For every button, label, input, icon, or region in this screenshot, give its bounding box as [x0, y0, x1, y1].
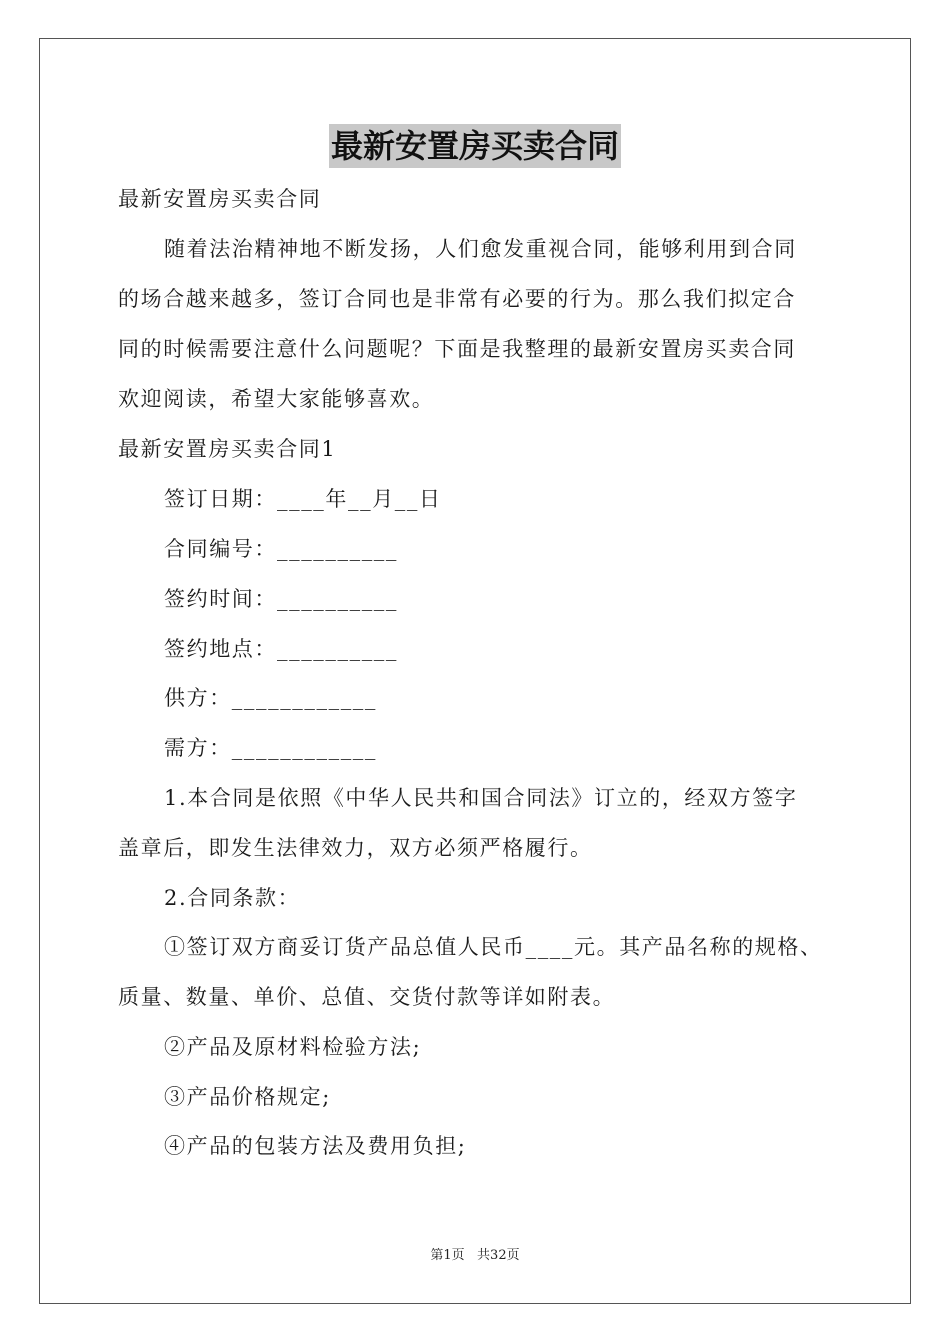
clause-line: ③产品价格规定;	[164, 1085, 331, 1109]
page-number: 第1页 共32页	[430, 1248, 520, 1263]
sign-place-line: 签约地点：__________	[164, 637, 398, 661]
clause-line: 盖章后，即发生法律效力，双方必须严格履行。	[118, 836, 593, 860]
subtitle-line: 最新安置房买卖合同	[118, 187, 322, 211]
buyer-line: 需方：____________	[164, 736, 377, 760]
page-footer	[0, 1247, 950, 1265]
section-heading: 最新安置房买卖合同1	[118, 437, 337, 461]
sign-time-line: 签约时间：__________	[164, 587, 398, 611]
clause-line: 1.本合同是依照《中华人民共和国合同法》订立的，经双方签字	[164, 786, 798, 810]
title-wrap	[0, 124, 950, 168]
contract-number-line: 合同编号：__________	[164, 537, 398, 561]
paragraph-line: 同的时候需要注意什么问题呢？下面是我整理的最新安置房买卖合同	[118, 337, 796, 361]
clause-line: 2.合同条款：	[164, 886, 301, 910]
clause-line: ①签订双方商妥订货产品总值人民币____元。其产品名称的规格、	[164, 935, 823, 959]
paragraph-line: 的场合越来越多，签订合同也是非常有必要的行为。那么我们拟定合	[118, 287, 796, 311]
supplier-line: 供方：____________	[164, 686, 377, 710]
paragraph-line: 欢迎阅读，希望大家能够喜欢。	[118, 387, 435, 411]
clause-line: ②产品及原材料检验方法;	[164, 1035, 422, 1059]
page-border	[39, 38, 911, 1304]
document-title: 最新安置房买卖合同	[329, 124, 621, 168]
paragraph-line: 随着法治精神地不断发扬，人们愈发重视合同，能够利用到合同	[164, 237, 797, 261]
sign-date-line: 签订日期：____年__月__日	[164, 487, 442, 511]
clause-line: ④产品的包装方法及费用负担;	[164, 1134, 467, 1158]
clause-line: 质量、数量、单价、总值、交货付款等详如附表。	[118, 985, 616, 1009]
